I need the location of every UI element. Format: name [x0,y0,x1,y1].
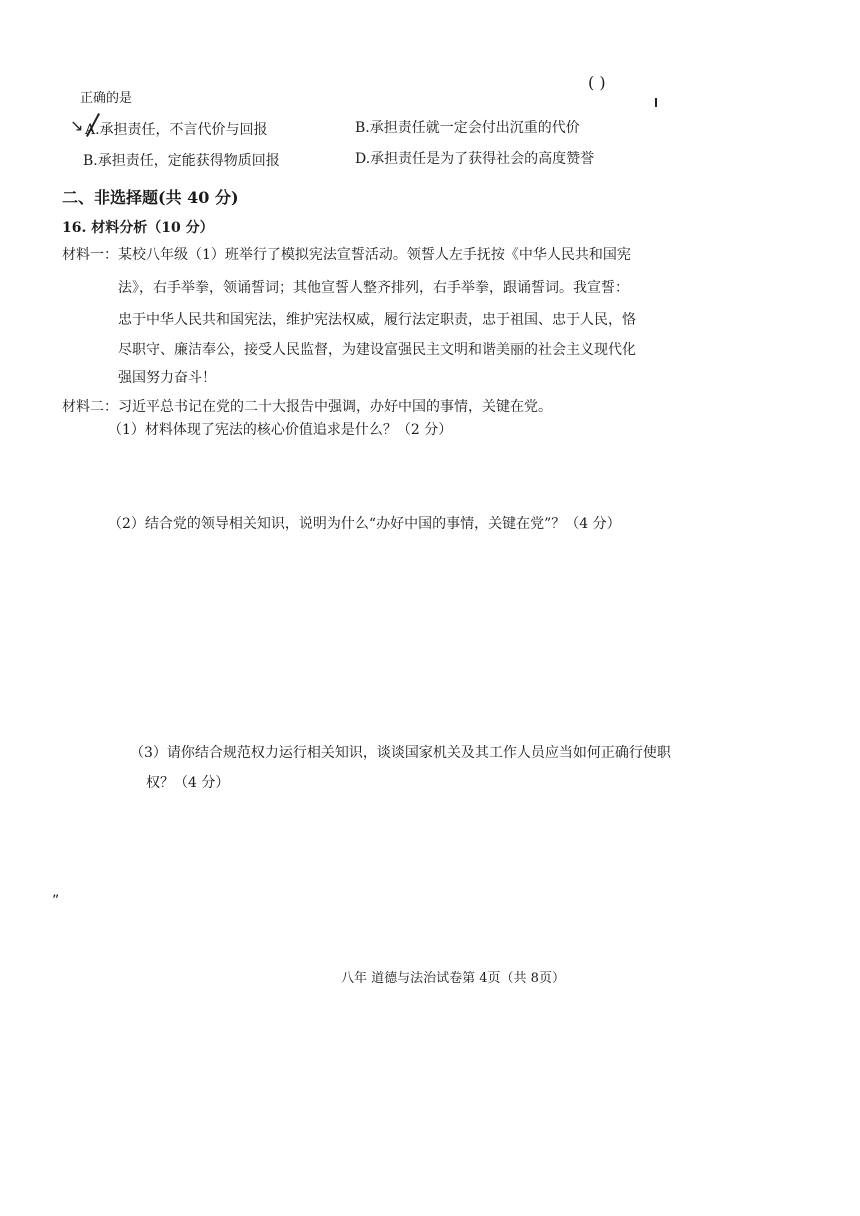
answer-space-1 [62,445,762,505]
material-1-line-2: 法》，右手举拳，领诵誓词；其他宣誓人整齐排列，右手举拳，跟诵誓词。我宣誓： [118,280,629,296]
question-stem-tail: 正确的是 [80,91,133,106]
pen-stroke-mark [655,98,657,107]
sub-question-2: （2）结合党的领导相关知识，说明为什么“办好中国的事情，关键在党”？（4 分） [108,516,621,532]
answer-space-2 [62,540,762,730]
margin-dot-mark: ” [52,893,60,909]
sub-question-3-line-2: 权？（4 分） [146,775,230,791]
option-a: A.承担责任，不言代价与回报 [85,122,268,138]
sub-question-1: （1）材料体现了宪法的核心价值追求是什么？（2 分） [108,422,453,438]
material-2: 材料二：习近平总书记在党的二十大报告中强调，办好中国的事情，关键在党。 [62,399,552,415]
material-1-line-1: 材料一：某校八年级（1）班举行了模拟宪法宣誓活动。领誓人左手抚按《中华人民共和国宪 [62,247,631,263]
page-footer: 八年 道德与法治试卷第 4页（共 8页） [341,971,565,986]
option-b: B.承担责任，定能获得物质回报 [83,153,280,169]
material-1-line-3: 忠于中华人民共和国宪法，维护宪法权威，履行法定职责，忠于祖国、忠于人民，恪 [118,312,636,328]
handwritten-check-mark: ↘ [70,116,84,135]
material-1-line-4: 尽职守、廉洁奉公，接受人民监督，为建设富强民主文明和谐美丽的社会主义现代化 [118,342,636,358]
question-16-heading: 16. 材料分析（10 分） [62,220,214,236]
material-1-line-5: 强国努力奋斗！ [118,370,216,386]
answer-parentheses: ( ) [588,73,606,92]
answer-space-3 [62,800,762,950]
option-d: D.承担责任是为了获得社会的高度赞誉 [355,151,595,167]
option-c: B.承担责任就一定会付出沉重的代价 [355,120,580,136]
section-title: 二、非选择题(共 40 分) [62,188,239,207]
sub-question-3-line-1: （3）请你结合规范权力运行相关知识，谈谈国家机关及其工作人员应当如何正确行使职 [130,745,671,761]
